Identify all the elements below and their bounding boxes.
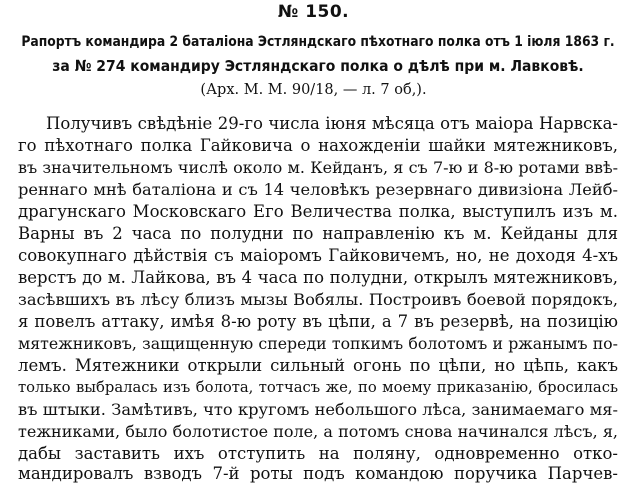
body-line: въ штыки. Замѣтивъ, что кругомъ небольшого лѣса, занимаемаго мя- xyxy=(18,400,618,419)
body-line: дабы заставить ихъ отступить на поляну, одновременно отко- xyxy=(18,444,618,463)
body-line: въ значительномъ числѣ около м. Кейданъ, я съ 7-ю и 8-ю ротами ввѣ- xyxy=(18,158,618,177)
body-line: Варны въ 2 часа по полудни по направленію къ м. Кейданы для xyxy=(18,224,618,243)
body-line: я повелъ аттаку, имѣя 8-ю роту въ цѣпи, а 7 въ резервѣ, на позицію xyxy=(18,312,618,331)
body-line: только выбралась изъ болота, тотчасъ же, по моему приказанію, бросилась xyxy=(18,379,618,396)
document-title-line-1: Рапортъ командира 2 баталіона Эстляндскаго пѣхотнаго полка отъ 1 іюля 1863 г. xyxy=(21,34,615,50)
body-line: драгунскаго Московскаго Его Величества полка, выступилъ изъ м. xyxy=(18,202,618,221)
body-line: засѣвшихъ въ лѣсу близъ мызы Вобялы. Построивъ боевой порядокъ, xyxy=(18,290,618,309)
body-line: мандировалъ взводъ 7-й роты подъ командою поручика Парчев- xyxy=(18,464,618,483)
body-line: реннаго мнѣ баталіона и съ 14 человѣкъ резервнаго дивизіона Лейб- xyxy=(18,180,618,199)
document-title-line-2: за № 274 командиру Эстляндскаго полка о дѣлѣ при м. Лавковѣ. xyxy=(52,57,584,75)
body-line: лемъ. Мятежники открыли сильный огонь по цѣпи, но цѣпь, какъ xyxy=(18,356,618,375)
body-line: Получивъ свѣдѣніе 29-го числа іюня мѣсяца отъ маіора Нарвска- xyxy=(46,114,618,133)
archive-reference: (Арх. М. М. 90/18, — л. 7 об,). xyxy=(200,82,427,98)
body-line: го пѣхотнаго полка Гайковича о нахожденіи шайки мятежниковъ, xyxy=(18,136,618,155)
body-line: верстъ до м. Лайкова, въ 4 часа по полудни, открылъ мятежниковъ, xyxy=(18,268,618,287)
body-line: мятежниковъ, защищенную спереди топкимъ болотомъ и ржанымъ по- xyxy=(18,334,618,353)
document-number: № 150. xyxy=(277,2,350,22)
body-line: совокупнаго дѣйствія съ маіоромъ Гайковичемъ, но, не доходя 4-хъ xyxy=(18,246,618,265)
body-line: тежниками, было болотистое поле, а потомъ снова начинался лѣсъ, я, xyxy=(18,422,618,441)
